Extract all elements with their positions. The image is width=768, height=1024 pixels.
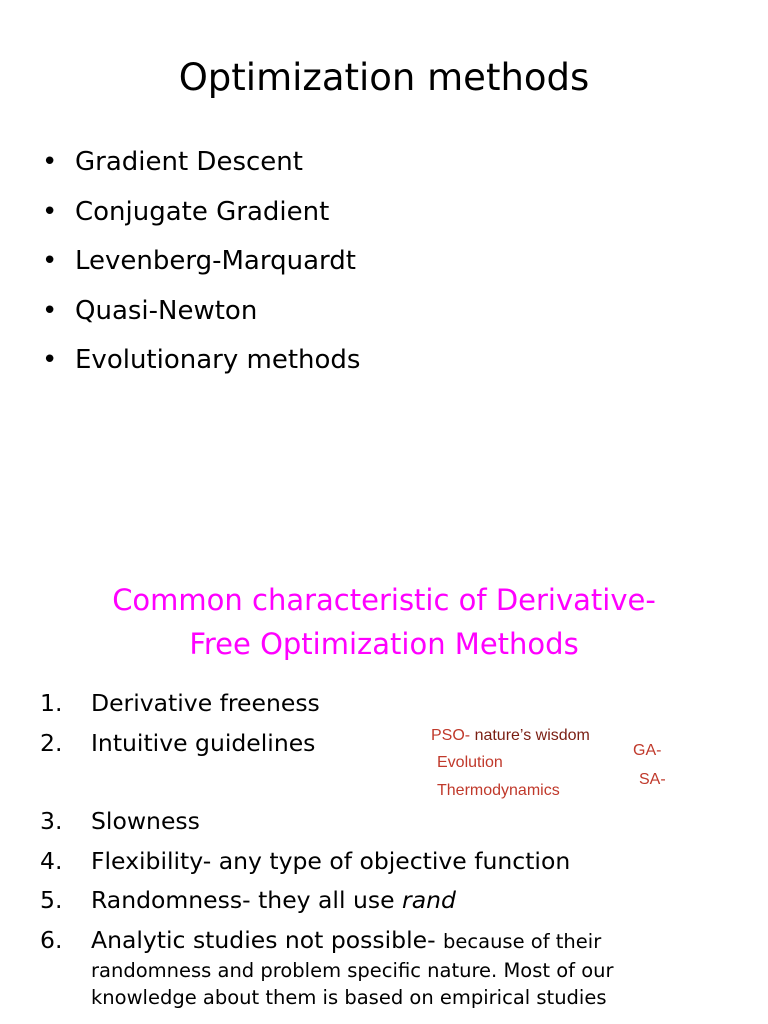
item-6-continuation-1: randomness and problem specific nature. Most of our — [91, 959, 614, 982]
item-text: Slowness — [91, 807, 200, 835]
annotation-ga: GA- — [633, 742, 662, 759]
bullet-icon: • — [42, 295, 58, 326]
list-item — [42, 287, 360, 337]
list-item-text: Quasi-Newton — [75, 295, 258, 326]
list-item — [42, 237, 360, 287]
list-item-text: Conjugate Gradient — [75, 196, 330, 227]
list-item — [40, 842, 601, 882]
item-text: Flexibility- any type of objective function — [91, 846, 571, 875]
list-item-text: Evolutionary methods — [75, 345, 361, 375]
title-line-2: Free Optimization Methods — [189, 627, 579, 661]
list-item-text: Levenberg-Marquardt — [75, 246, 356, 276]
annotation-pso — [431, 726, 590, 746]
item-text: Randomness- they all use — [91, 886, 403, 914]
list-item — [42, 336, 360, 386]
item-text-italic: rand — [402, 886, 456, 914]
item-text: Derivative freeness — [91, 689, 320, 717]
bullet-icon: • — [42, 196, 58, 227]
item-number: 2. — [40, 728, 63, 757]
list-item — [40, 724, 320, 764]
item-number: 6. — [40, 925, 63, 954]
item-number: 3. — [40, 807, 63, 835]
bullet-icon: • — [42, 147, 58, 177]
title-line-1: Common characteristic of Derivative- — [112, 583, 656, 617]
bullet-icon: • — [42, 345, 58, 375]
item-number: 1. — [40, 689, 63, 717]
item-6-continuation-2: knowledge about them is based on empirical studies — [91, 986, 607, 1009]
item-number: 5. — [40, 886, 63, 914]
slide-title: Optimization methods — [178, 56, 590, 99]
annotation-thermodynamics: Thermodynamics — [437, 782, 560, 799]
annotation-sa: SA- — [639, 771, 666, 788]
slide-title — [0, 578, 768, 666]
annotation-pso-prefix: PSO- — [431, 727, 475, 744]
list-item — [42, 188, 360, 238]
item-text: Analytic studies not possible- — [91, 925, 444, 954]
methods-list — [42, 138, 360, 386]
list-item — [40, 802, 601, 842]
slide-derivative-free-characteristics — [0, 512, 768, 1024]
annotation-evolution: Evolution — [437, 754, 503, 771]
item-number: 4. — [40, 846, 63, 875]
annotation-pso-rest: nature’s wisdom — [474, 727, 590, 744]
characteristics-list-top — [40, 684, 320, 763]
characteristics-list-bottom — [40, 802, 601, 961]
list-item — [42, 138, 360, 188]
item-text-small: because of their — [443, 929, 602, 953]
list-item-text: Gradient Descent — [75, 147, 303, 177]
list-item — [40, 921, 601, 962]
list-item — [40, 684, 320, 724]
list-item — [40, 881, 601, 921]
bullet-icon: • — [42, 246, 58, 276]
item-text: Intuitive guidelines — [91, 728, 316, 757]
